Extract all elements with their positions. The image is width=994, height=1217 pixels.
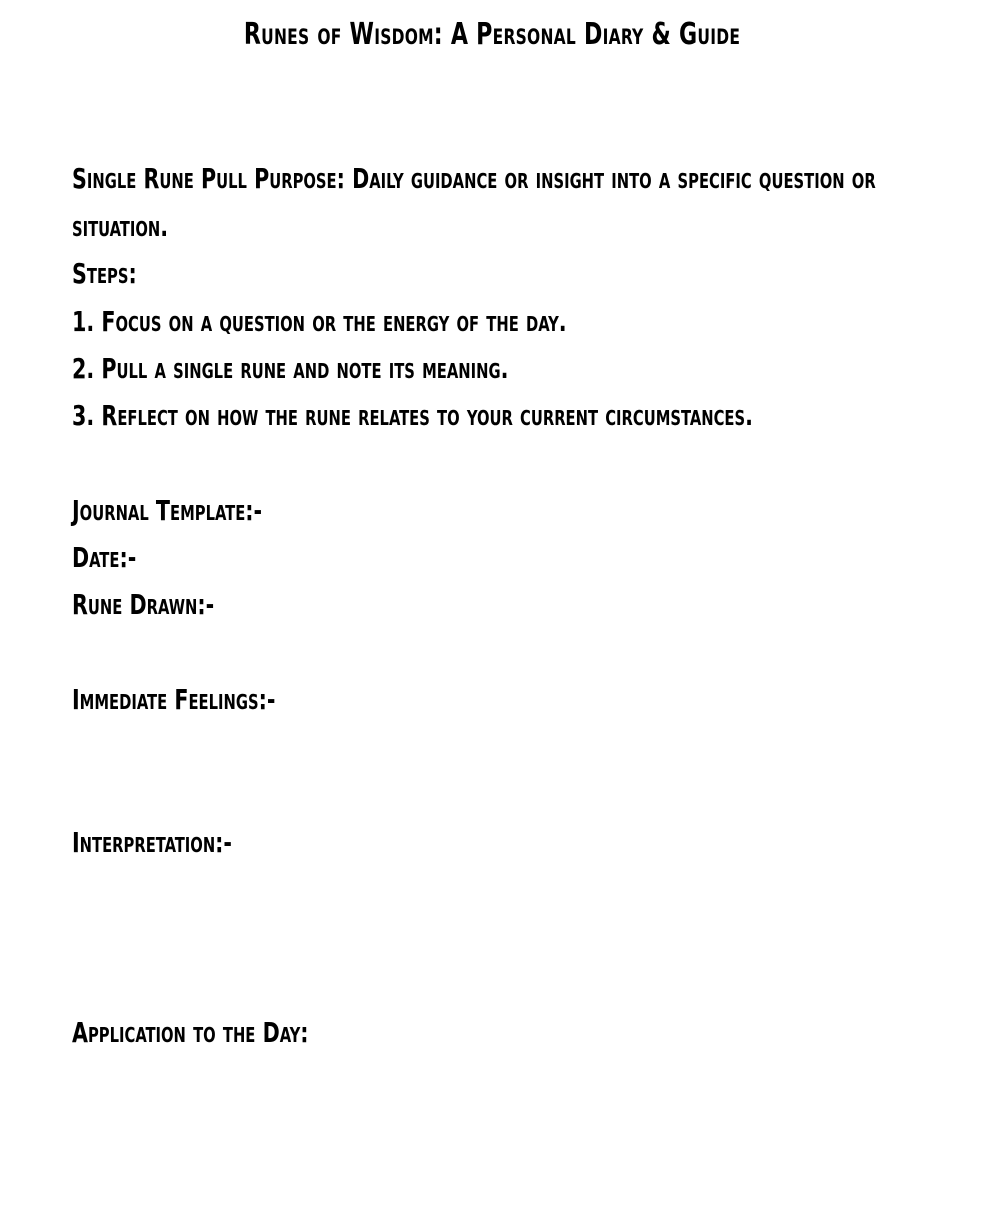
- purpose-text-line-1: Single Rune Pull Purpose: Daily guidance or insight into a specific question or: [72, 162, 876, 195]
- rune-drawn-label: Rune Drawn:-: [72, 588, 215, 621]
- steps-heading: Steps:: [72, 257, 137, 290]
- interpretation-label: Interpretation:-: [72, 826, 233, 859]
- application-label: Application to the Day:: [72, 1016, 309, 1049]
- immediate-feelings-label: Immediate Feelings:-: [72, 683, 276, 716]
- step-item-1: 1. Focus on a question or the energy of the day.: [72, 305, 567, 338]
- purpose-text-line-2: situation.: [72, 210, 169, 243]
- step-item-3: 3. Reflect on how the rune relates to your current circumstances.: [72, 399, 753, 432]
- page-title: Runes of Wisdom: A Personal Diary & Guide: [243, 17, 741, 52]
- step-item-2: 2. Pull a single rune and note its meaning.: [72, 352, 509, 385]
- journal-template-heading: Journal Template:-: [72, 494, 263, 527]
- date-label: Date:-: [72, 541, 137, 574]
